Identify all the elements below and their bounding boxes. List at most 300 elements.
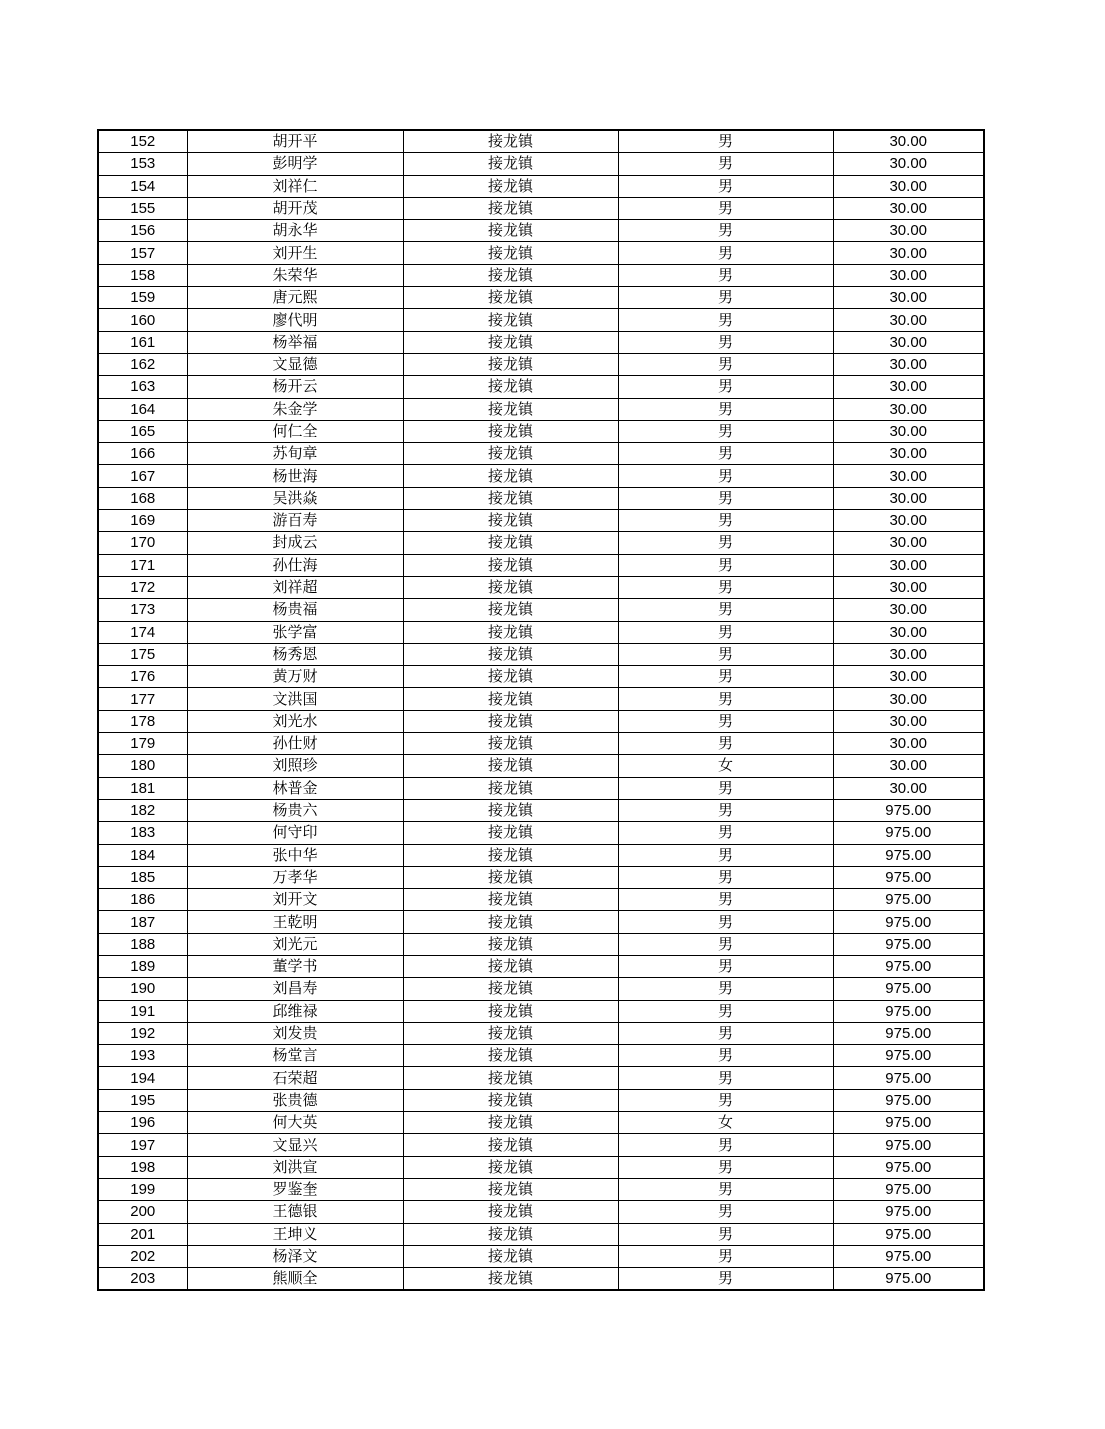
town-cell: 接龙镇 [403,443,618,465]
table-row [98,130,984,153]
amount-cell: 975.00 [833,1112,984,1134]
name-cell: 张学富 [187,621,403,643]
amount-cell: 30.00 [833,175,984,197]
gender-cell: 男 [618,175,833,197]
row-number-cell: 188 [98,933,187,955]
town-cell: 接龙镇 [403,799,618,821]
row-number-cell: 185 [98,866,187,888]
table-row [98,554,984,576]
name-cell: 朱荣华 [187,264,403,286]
gender-cell: 男 [618,287,833,309]
gender-cell: 男 [618,1156,833,1178]
gender-cell: 女 [618,755,833,777]
amount-cell: 975.00 [833,1134,984,1156]
amount-cell: 30.00 [833,443,984,465]
name-cell: 文洪国 [187,688,403,710]
row-number-cell: 177 [98,688,187,710]
row-number-cell: 153 [98,153,187,175]
gender-cell: 男 [618,264,833,286]
amount-cell: 30.00 [833,643,984,665]
row-number-cell: 190 [98,978,187,1000]
town-cell: 接龙镇 [403,1112,618,1134]
amount-cell: 975.00 [833,1223,984,1245]
name-cell: 刘发贵 [187,1022,403,1044]
name-cell: 胡永华 [187,220,403,242]
gender-cell: 男 [618,978,833,1000]
amount-cell: 975.00 [833,978,984,1000]
table-row [98,955,984,977]
table-row [98,576,984,598]
table-row [98,487,984,509]
row-number-cell: 155 [98,197,187,219]
table-row [98,799,984,821]
town-cell: 接龙镇 [403,353,618,375]
row-number-cell: 164 [98,398,187,420]
table-row [98,1156,984,1178]
town-cell: 接龙镇 [403,398,618,420]
row-number-cell: 191 [98,1000,187,1022]
name-cell: 何大英 [187,1112,403,1134]
amount-cell: 975.00 [833,822,984,844]
table-row [98,376,984,398]
row-number-cell: 167 [98,465,187,487]
gender-cell: 男 [618,376,833,398]
amount-cell: 975.00 [833,911,984,933]
table-row [98,309,984,331]
gender-cell: 男 [618,153,833,175]
table-row [98,733,984,755]
gender-cell: 男 [618,1223,833,1245]
table-row [98,1089,984,1111]
town-cell: 接龙镇 [403,978,618,1000]
name-cell: 刘祥超 [187,576,403,598]
amount-cell: 30.00 [833,777,984,799]
gender-cell: 男 [618,242,833,264]
amount-cell: 30.00 [833,153,984,175]
name-cell: 石荣超 [187,1067,403,1089]
table-row [98,755,984,777]
gender-cell: 男 [618,666,833,688]
gender-cell: 男 [618,710,833,732]
row-number-cell: 161 [98,331,187,353]
town-cell: 接龙镇 [403,1178,618,1200]
amount-cell: 30.00 [833,353,984,375]
amount-cell: 975.00 [833,933,984,955]
row-number-cell: 168 [98,487,187,509]
row-number-cell: 172 [98,576,187,598]
amount-cell: 975.00 [833,866,984,888]
town-cell: 接龙镇 [403,710,618,732]
row-number-cell: 192 [98,1022,187,1044]
name-cell: 刘开生 [187,242,403,264]
gender-cell: 男 [618,1022,833,1044]
name-cell: 罗鉴奎 [187,1178,403,1200]
row-number-cell: 175 [98,643,187,665]
table-row [98,1134,984,1156]
gender-cell: 男 [618,1268,833,1291]
town-cell: 接龙镇 [403,1156,618,1178]
table-row [98,220,984,242]
amount-cell: 30.00 [833,287,984,309]
gender-cell: 男 [618,933,833,955]
town-cell: 接龙镇 [403,554,618,576]
town-cell: 接龙镇 [403,933,618,955]
table-row [98,465,984,487]
row-number-cell: 194 [98,1067,187,1089]
name-cell: 熊顺全 [187,1268,403,1291]
name-cell: 朱金学 [187,398,403,420]
row-number-cell: 160 [98,309,187,331]
name-cell: 文显德 [187,353,403,375]
town-cell: 接龙镇 [403,331,618,353]
row-number-cell: 200 [98,1201,187,1223]
row-number-cell: 197 [98,1134,187,1156]
name-cell: 孙仕财 [187,733,403,755]
table-row [98,688,984,710]
table-row [98,242,984,264]
name-cell: 何守印 [187,822,403,844]
name-cell: 杨堂言 [187,1045,403,1067]
amount-cell: 975.00 [833,844,984,866]
gender-cell: 男 [618,1089,833,1111]
table-row [98,1268,984,1291]
row-number-cell: 173 [98,599,187,621]
amount-cell: 30.00 [833,599,984,621]
row-number-cell: 174 [98,621,187,643]
gender-cell: 男 [618,866,833,888]
row-number-cell: 193 [98,1045,187,1067]
table-row [98,1178,984,1200]
roster-table [97,129,985,1291]
amount-cell: 30.00 [833,242,984,264]
gender-cell: 男 [618,1178,833,1200]
town-cell: 接龙镇 [403,287,618,309]
amount-cell: 30.00 [833,420,984,442]
gender-cell: 男 [618,799,833,821]
name-cell: 张中华 [187,844,403,866]
row-number-cell: 198 [98,1156,187,1178]
name-cell: 何仁全 [187,420,403,442]
amount-cell: 975.00 [833,1067,984,1089]
gender-cell: 男 [618,621,833,643]
name-cell: 杨泽文 [187,1245,403,1267]
row-number-cell: 189 [98,955,187,977]
name-cell: 胡开茂 [187,197,403,219]
row-number-cell: 178 [98,710,187,732]
name-cell: 刘昌寿 [187,978,403,1000]
amount-cell: 975.00 [833,1156,984,1178]
gender-cell: 男 [618,353,833,375]
row-number-cell: 179 [98,733,187,755]
town-cell: 接龙镇 [403,822,618,844]
table-row [98,1022,984,1044]
row-number-cell: 158 [98,264,187,286]
name-cell: 游百寿 [187,510,403,532]
row-number-cell: 169 [98,510,187,532]
table-row [98,398,984,420]
town-cell: 接龙镇 [403,643,618,665]
row-number-cell: 180 [98,755,187,777]
table-row [98,710,984,732]
amount-cell: 30.00 [833,264,984,286]
name-cell: 黄万财 [187,666,403,688]
gender-cell: 男 [618,599,833,621]
gender-cell: 男 [618,889,833,911]
row-number-cell: 163 [98,376,187,398]
amount-cell: 975.00 [833,1022,984,1044]
gender-cell: 男 [618,420,833,442]
table-row [98,621,984,643]
amount-cell: 30.00 [833,309,984,331]
amount-cell: 30.00 [833,621,984,643]
table-row [98,889,984,911]
town-cell: 接龙镇 [403,621,618,643]
amount-cell: 30.00 [833,130,984,153]
row-number-cell: 186 [98,889,187,911]
amount-cell: 975.00 [833,1089,984,1111]
amount-cell: 975.00 [833,799,984,821]
gender-cell: 男 [618,554,833,576]
row-number-cell: 203 [98,1268,187,1291]
table-row [98,1112,984,1134]
town-cell: 接龙镇 [403,1022,618,1044]
table-row [98,197,984,219]
table-row [98,443,984,465]
table-row [98,844,984,866]
row-number-cell: 170 [98,532,187,554]
row-number-cell: 156 [98,220,187,242]
name-cell: 杨秀恩 [187,643,403,665]
town-cell: 接龙镇 [403,197,618,219]
table-row [98,287,984,309]
name-cell: 杨开云 [187,376,403,398]
town-cell: 接龙镇 [403,1268,618,1291]
table-row [98,353,984,375]
name-cell: 杨贵福 [187,599,403,621]
town-cell: 接龙镇 [403,844,618,866]
table-row [98,1201,984,1223]
town-cell: 接龙镇 [403,510,618,532]
row-number-cell: 181 [98,777,187,799]
amount-cell: 975.00 [833,1178,984,1200]
name-cell: 苏旬章 [187,443,403,465]
amount-cell: 30.00 [833,197,984,219]
table-row [98,1045,984,1067]
table-row [98,331,984,353]
town-cell: 接龙镇 [403,1045,618,1067]
row-number-cell: 201 [98,1223,187,1245]
amount-cell: 30.00 [833,576,984,598]
town-cell: 接龙镇 [403,666,618,688]
gender-cell: 男 [618,822,833,844]
amount-cell: 975.00 [833,889,984,911]
town-cell: 接龙镇 [403,264,618,286]
table-row [98,1067,984,1089]
amount-cell: 975.00 [833,1000,984,1022]
roster-table-body [98,130,984,1290]
town-cell: 接龙镇 [403,866,618,888]
table-row [98,1223,984,1245]
town-cell: 接龙镇 [403,532,618,554]
row-number-cell: 199 [98,1178,187,1200]
row-number-cell: 162 [98,353,187,375]
town-cell: 接龙镇 [403,733,618,755]
name-cell: 唐元熙 [187,287,403,309]
gender-cell: 男 [618,955,833,977]
name-cell: 刘光元 [187,933,403,955]
amount-cell: 30.00 [833,688,984,710]
town-cell: 接龙镇 [403,376,618,398]
amount-cell: 30.00 [833,733,984,755]
row-number-cell: 184 [98,844,187,866]
table-row [98,643,984,665]
row-number-cell: 159 [98,287,187,309]
amount-cell: 30.00 [833,554,984,576]
name-cell: 杨世海 [187,465,403,487]
amount-cell: 975.00 [833,1201,984,1223]
town-cell: 接龙镇 [403,420,618,442]
town-cell: 接龙镇 [403,1201,618,1223]
town-cell: 接龙镇 [403,309,618,331]
gender-cell: 男 [618,443,833,465]
name-cell: 杨举福 [187,331,403,353]
amount-cell: 30.00 [833,331,984,353]
row-number-cell: 157 [98,242,187,264]
gender-cell: 男 [618,688,833,710]
amount-cell: 30.00 [833,710,984,732]
town-cell: 接龙镇 [403,1223,618,1245]
gender-cell: 男 [618,576,833,598]
amount-cell: 975.00 [833,1268,984,1291]
name-cell: 刘祥仁 [187,175,403,197]
gender-cell: 男 [618,777,833,799]
amount-cell: 30.00 [833,376,984,398]
gender-cell: 男 [618,643,833,665]
town-cell: 接龙镇 [403,955,618,977]
town-cell: 接龙镇 [403,1067,618,1089]
table-row [98,933,984,955]
amount-cell: 30.00 [833,532,984,554]
town-cell: 接龙镇 [403,777,618,799]
town-cell: 接龙镇 [403,1000,618,1022]
gender-cell: 男 [618,487,833,509]
gender-cell: 男 [618,130,833,153]
name-cell: 孙仕海 [187,554,403,576]
amount-cell: 30.00 [833,510,984,532]
name-cell: 刘照珍 [187,755,403,777]
gender-cell: 男 [618,532,833,554]
name-cell: 杨贵六 [187,799,403,821]
gender-cell: 男 [618,309,833,331]
row-number-cell: 182 [98,799,187,821]
amount-cell: 30.00 [833,220,984,242]
table-row [98,1000,984,1022]
table-row [98,822,984,844]
town-cell: 接龙镇 [403,487,618,509]
gender-cell: 男 [618,733,833,755]
gender-cell: 男 [618,1134,833,1156]
name-cell: 林普金 [187,777,403,799]
table-row [98,666,984,688]
amount-cell: 30.00 [833,398,984,420]
gender-cell: 男 [618,1000,833,1022]
name-cell: 张贵德 [187,1089,403,1111]
row-number-cell: 187 [98,911,187,933]
town-cell: 接龙镇 [403,688,618,710]
name-cell: 王德银 [187,1201,403,1223]
gender-cell: 男 [618,197,833,219]
name-cell: 封成云 [187,532,403,554]
name-cell: 胡开平 [187,130,403,153]
row-number-cell: 183 [98,822,187,844]
town-cell: 接龙镇 [403,242,618,264]
town-cell: 接龙镇 [403,465,618,487]
gender-cell: 女 [618,1112,833,1134]
town-cell: 接龙镇 [403,576,618,598]
row-number-cell: 152 [98,130,187,153]
name-cell: 万孝华 [187,866,403,888]
gender-cell: 男 [618,911,833,933]
table-row [98,264,984,286]
row-number-cell: 196 [98,1112,187,1134]
town-cell: 接龙镇 [403,153,618,175]
gender-cell: 男 [618,220,833,242]
name-cell: 文显兴 [187,1134,403,1156]
amount-cell: 975.00 [833,1045,984,1067]
table-row [98,510,984,532]
name-cell: 吴洪焱 [187,487,403,509]
table-row [98,175,984,197]
amount-cell: 30.00 [833,487,984,509]
gender-cell: 男 [618,1245,833,1267]
table-row [98,420,984,442]
table-row [98,532,984,554]
town-cell: 接龙镇 [403,220,618,242]
town-cell: 接龙镇 [403,755,618,777]
name-cell: 彭明学 [187,153,403,175]
amount-cell: 975.00 [833,1245,984,1267]
table-row [98,777,984,799]
town-cell: 接龙镇 [403,175,618,197]
name-cell: 董学书 [187,955,403,977]
name-cell: 刘开文 [187,889,403,911]
row-number-cell: 171 [98,554,187,576]
gender-cell: 男 [618,331,833,353]
table-row [98,978,984,1000]
name-cell: 邱维禄 [187,1000,403,1022]
town-cell: 接龙镇 [403,911,618,933]
row-number-cell: 165 [98,420,187,442]
gender-cell: 男 [618,510,833,532]
name-cell: 刘洪宣 [187,1156,403,1178]
gender-cell: 男 [618,398,833,420]
row-number-cell: 176 [98,666,187,688]
table-row [98,599,984,621]
name-cell: 王乾明 [187,911,403,933]
name-cell: 刘光水 [187,710,403,732]
row-number-cell: 195 [98,1089,187,1111]
town-cell: 接龙镇 [403,889,618,911]
gender-cell: 男 [618,1067,833,1089]
gender-cell: 男 [618,1201,833,1223]
town-cell: 接龙镇 [403,1245,618,1267]
town-cell: 接龙镇 [403,130,618,153]
amount-cell: 30.00 [833,666,984,688]
amount-cell: 30.00 [833,465,984,487]
name-cell: 王坤义 [187,1223,403,1245]
gender-cell: 男 [618,1045,833,1067]
row-number-cell: 202 [98,1245,187,1267]
